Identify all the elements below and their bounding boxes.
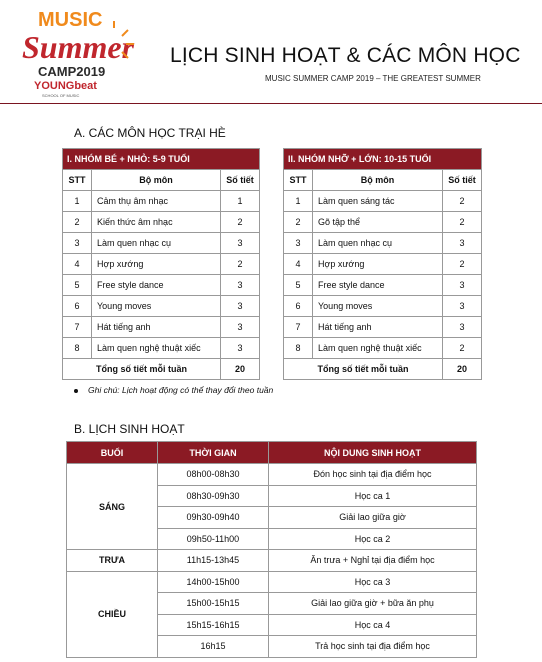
table-row: 5 Free style dance 3: [63, 275, 260, 296]
table-row: 4 Hợp xướng 2: [63, 254, 260, 275]
column-header: NỘI DUNG SINH HOẠT: [269, 442, 477, 464]
bullet-icon: [74, 389, 78, 393]
table-row: 8 Làm quen nghệ thuật xiếc 2: [284, 338, 482, 359]
table-row: 15h15-16h15 Học ca 4: [67, 614, 477, 636]
logo-youngbeat-text: YOUNGbeat: [34, 80, 97, 92]
page-title: LỊCH SINH HOẠT & CÁC MÔN HỌC: [170, 44, 521, 67]
column-header: STT: [63, 170, 92, 191]
header-divider: [0, 103, 542, 104]
total-row: Tổng số tiết mỗi tuần 20: [63, 359, 260, 380]
logo-camp-text: CAMP2019: [38, 64, 106, 79]
table-row: 2 Kiến thức âm nhạc 2: [63, 212, 260, 233]
logo-music-text: MUSIC: [38, 9, 103, 31]
table-row: 1 Cảm thụ âm nhạc 1: [63, 191, 260, 212]
table-row: TRƯA 11h15-13h45 Ăn trưa + Nghỉ tại địa điểm học: [67, 550, 477, 572]
column-header: Số tiết: [221, 170, 260, 191]
subjects-table-group-2: [283, 148, 482, 380]
table-row: 7 Hát tiếng anh 3: [63, 317, 260, 338]
column-header: Số tiết: [443, 170, 482, 191]
note-text: Ghi chú: Lịch hoạt động có thể thay đổi theo tuần: [88, 385, 274, 395]
total-row: Tổng số tiết mỗi tuần 20: [284, 359, 482, 380]
section-a-heading: A. CÁC MÔN HỌC TRẠI HÈ: [74, 126, 226, 140]
table-row: 7 Hát tiếng anh 3: [284, 317, 482, 338]
column-header: BUỔI: [67, 442, 158, 464]
session-cell: TRƯA: [67, 550, 158, 572]
page-subtitle: MUSIC SUMMER CAMP 2019 – THE GREATEST SUMMER: [265, 74, 481, 83]
session-cell: CHIỀU: [67, 571, 158, 657]
table-row: 8 Làm quen nghệ thuật xiếc 3: [63, 338, 260, 359]
column-header: STT: [284, 170, 313, 191]
logo-summer-text: Summer: [22, 29, 135, 65]
table-row: 08h30-09h30 Học ca 1: [67, 485, 477, 507]
daily-schedule-table: [66, 441, 477, 658]
table-row: 16h15 Trả học sinh tại địa điểm học: [67, 636, 477, 658]
table-row: 6 Young moves 3: [63, 296, 260, 317]
table-group-title: I. NHÓM BÉ + NHỎ: 5-9 TUỔI: [63, 149, 260, 170]
schedule-note: [74, 385, 273, 395]
table-row: 3 Làm quen nhạc cụ 3: [63, 233, 260, 254]
table-row: 15h00-15h15 Giải lao giữa giờ + bữa ăn phụ: [67, 593, 477, 615]
logo-school-text: SCHOOL OF MUSIC: [42, 93, 80, 98]
table-row: 5 Free style dance 3: [284, 275, 482, 296]
table-row: 4 Hợp xướng 2: [284, 254, 482, 275]
table-row: 2 Gõ tập thể 2: [284, 212, 482, 233]
column-header: Bộ môn: [92, 170, 221, 191]
column-header: THỜI GIAN: [158, 442, 269, 464]
music-summer-camp-logo: [14, 6, 144, 102]
table-row: 3 Làm quen nhạc cụ 3: [284, 233, 482, 254]
subjects-table-group-1: [62, 148, 260, 380]
table-group-title: II. NHÓM NHỠ + LỚN: 10-15 TUỔI: [284, 149, 482, 170]
section-b-heading: B. LỊCH SINH HOẠT: [74, 422, 185, 436]
table-row: 09h50-11h00 Học ca 2: [67, 528, 477, 550]
table-row: 6 Young moves 3: [284, 296, 482, 317]
table-row: 09h30-09h40 Giải lao giữa giờ: [67, 507, 477, 529]
table-row: 1 Làm quen sáng tác 2: [284, 191, 482, 212]
table-row: SÁNG 08h00-08h30 Đón học sinh tại địa điểm học: [67, 464, 477, 486]
column-header: Bộ môn: [313, 170, 443, 191]
session-cell: SÁNG: [67, 464, 158, 550]
table-row: CHIỀU 14h00-15h00 Học ca 3: [67, 571, 477, 593]
